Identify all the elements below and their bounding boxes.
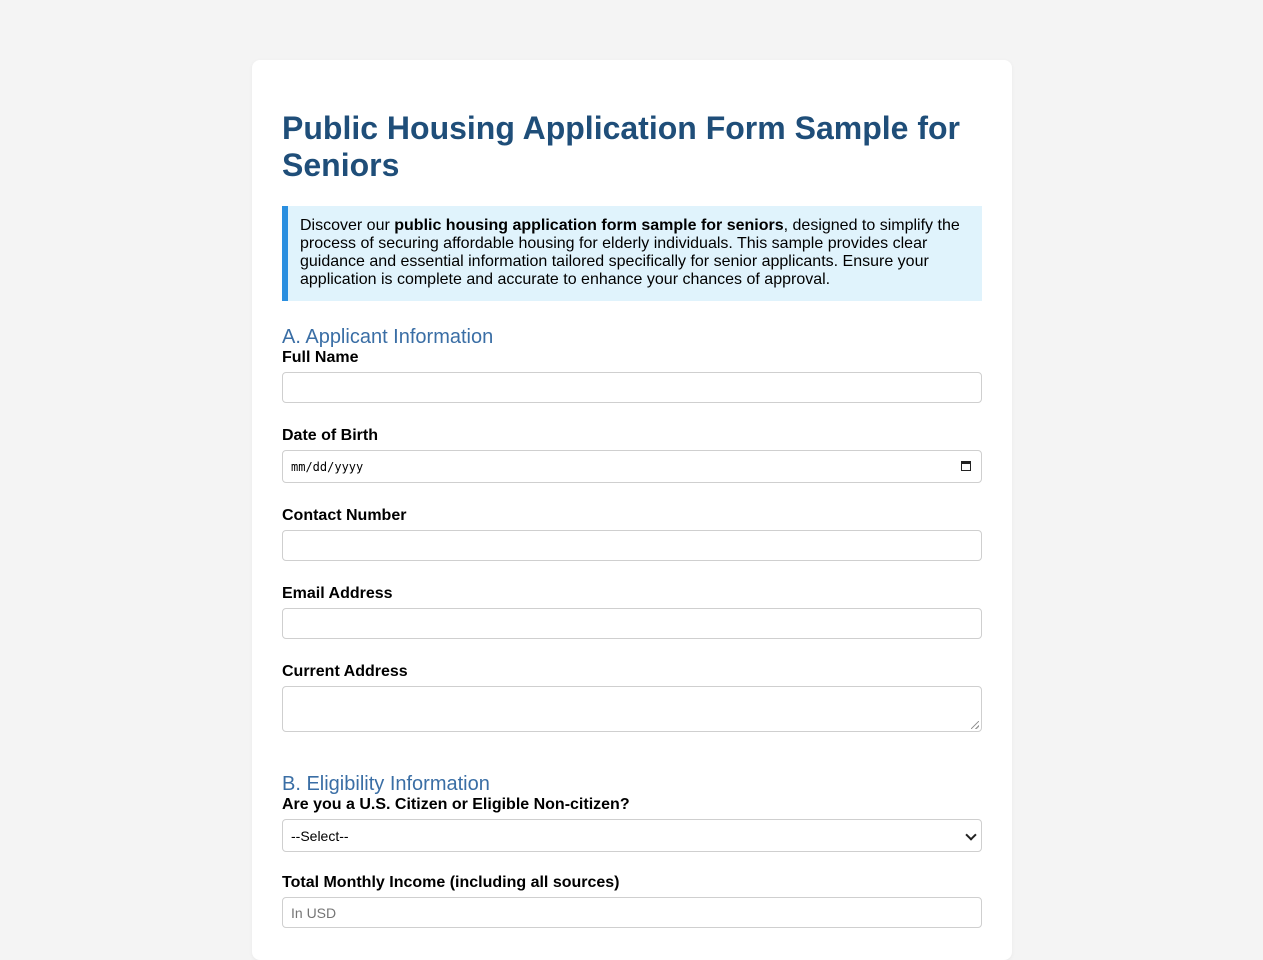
address-label: Current Address xyxy=(282,663,408,680)
income-label: Total Monthly Income (including all sources) xyxy=(282,874,620,891)
email-label: Email Address xyxy=(282,585,393,602)
full-name-label: Full Name xyxy=(282,349,359,366)
intro-text-prefix: Discover our xyxy=(300,217,395,234)
section-heading-applicant: A. Applicant Information xyxy=(282,326,494,348)
calendar-icon[interactable] xyxy=(961,461,971,471)
full-name-input[interactable] xyxy=(282,372,982,403)
email-input[interactable] xyxy=(282,608,982,639)
field-email xyxy=(282,585,982,639)
dob-placeholder: mm/dd/yyyy xyxy=(291,459,364,474)
citizen-selected-value: --Select-- xyxy=(291,827,349,844)
income-placeholder: In USD xyxy=(291,904,337,921)
field-citizen xyxy=(282,796,982,852)
resize-handle-icon[interactable] xyxy=(971,721,979,729)
section-heading-eligibility: B. Eligibility Information xyxy=(282,773,490,795)
income-input[interactable] xyxy=(282,897,982,928)
intro-text-suffix: , designed to simplify the process of securing affordable housing for elderly individuals. This sample provides clear guidance and essential information tailored specifically for senior applicants. Ensure your application is complete and accurate to enhance your chances of approval. xyxy=(300,217,960,288)
field-address xyxy=(282,663,982,732)
intro-text-bold: public housing application form sample for seniors xyxy=(394,217,784,234)
field-full-name xyxy=(282,349,982,403)
field-income xyxy=(282,874,982,928)
dob-input[interactable] xyxy=(282,450,982,483)
form-card xyxy=(252,60,1012,960)
dob-label: Date of Birth xyxy=(282,427,378,444)
field-contact xyxy=(282,507,982,561)
contact-label: Contact Number xyxy=(282,507,407,524)
citizen-label: Are you a U.S. Citizen or Eligible Non-citizen? xyxy=(282,796,630,813)
address-textarea[interactable] xyxy=(282,686,982,732)
page-title: Public Housing Application Form Sample for Seniors xyxy=(282,110,960,183)
contact-number-input[interactable] xyxy=(282,530,982,561)
intro-callout xyxy=(282,206,982,301)
citizen-select[interactable] xyxy=(282,819,982,852)
chevron-down-icon xyxy=(965,829,976,840)
field-dob xyxy=(282,427,982,483)
